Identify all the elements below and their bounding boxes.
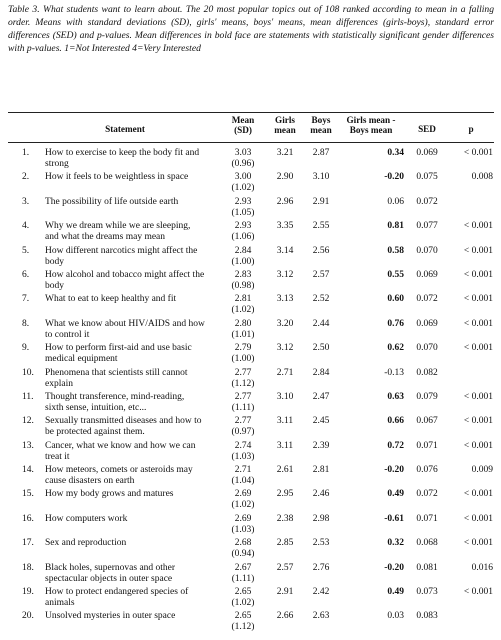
table-row [0, 197, 501, 221]
boys-mean-cell: 3.10 [312, 172, 330, 183]
table-header [0, 113, 501, 142]
girls-mean-cell: 3.35 [276, 221, 294, 232]
girls-mean-cell: 3.12 [276, 343, 294, 354]
mean-sd-cell: 2.77 (1.11) [231, 391, 255, 413]
statement-cell: Why we dream while we are sleeping, and what the dreams may mean [45, 221, 191, 243]
girls-mean-cell: 3.10 [276, 391, 294, 402]
row-number: 18. [22, 562, 34, 573]
sed-cell: 0.070 [416, 245, 438, 256]
statement-cell: How alcohol and tobacco might affect the body [45, 269, 205, 291]
row-number: 20. [22, 611, 34, 622]
header-statement: Statement [105, 124, 145, 134]
table-row [0, 246, 501, 270]
boys-mean-cell: 2.45 [312, 416, 330, 427]
row-number: 17. [22, 538, 34, 549]
boys-mean-cell: 2.91 [312, 196, 330, 207]
boys-mean-cell: 2.42 [312, 587, 330, 598]
row-number: 8. [22, 318, 30, 329]
mean-difference-cell: 0.72 [387, 440, 404, 451]
sed-cell: 0.083 [416, 611, 438, 622]
table-row [0, 514, 501, 538]
p-value-cell: < 0.001 [463, 343, 493, 354]
row-number: 4. [22, 221, 30, 232]
table-row [0, 563, 501, 587]
statement-cell: How to protect endangered species of animals [45, 587, 189, 609]
girls-mean-cell: 3.11 [276, 440, 294, 451]
table-body [0, 148, 501, 636]
sed-cell: 0.071 [416, 440, 438, 451]
girls-mean-cell: 3.12 [276, 269, 294, 280]
p-value-cell: < 0.001 [463, 391, 493, 402]
boys-mean-cell: 2.56 [312, 245, 330, 256]
p-value-cell: 0.008 [471, 172, 493, 183]
mean-sd-cell: 2.84 (1.00) [231, 245, 255, 267]
girls-mean-cell: 3.13 [276, 294, 294, 305]
mean-difference-cell: 0.66 [387, 416, 404, 427]
table-caption: Table 3. What students want to learn about. The 20 most popular topics out of 108 ranked according to mean in a falling order. Means with standard deviations (SD), girls' means, boys' means, mean differences (girls-boys), standard error differences (SED) and p-values. Mean differences in bold face are statements with statistically significant gender differences with p-values. 1=Not Interested 4=Very Interested [8, 4, 494, 54]
mean-difference-cell: 0.62 [387, 343, 404, 354]
mean-difference-cell: -0.20 [384, 172, 404, 183]
girls-mean-cell: 2.71 [276, 367, 294, 378]
table-row [0, 270, 501, 294]
mean-sd-cell: 2.79 (1.00) [231, 343, 255, 365]
sed-cell: 0.082 [416, 367, 438, 378]
mean-sd-cell: 2.67 (1.11) [231, 562, 255, 584]
boys-mean-cell: 2.98 [312, 513, 330, 524]
statement-cell: How to perform first-aid and use basic medical equipment [45, 343, 192, 365]
table-row [0, 221, 501, 245]
table-row [0, 587, 501, 611]
girls-mean-cell: 2.66 [276, 611, 294, 622]
boys-mean-cell: 2.50 [312, 343, 330, 354]
sed-cell: 0.073 [416, 587, 438, 598]
statement-cell: The possibility of life outside earth [45, 196, 179, 207]
statement-cell: Phenomena that scientists still cannot explain [45, 367, 188, 389]
row-number: 6. [22, 269, 30, 280]
girls-mean-cell: 2.61 [276, 465, 294, 476]
statement-cell: How my body grows and matures [45, 489, 174, 500]
statement-cell: How computers work [45, 513, 128, 524]
mean-difference-cell: -0.20 [384, 562, 404, 573]
mean-sd-cell: 2.71 (1.04) [231, 465, 255, 487]
row-number: 7. [22, 294, 30, 305]
mean-sd-cell: 2.69 (1.02) [231, 489, 255, 511]
boys-mean-cell: 2.63 [312, 611, 330, 622]
mean-difference-cell: 0.49 [387, 587, 404, 598]
table-row [0, 148, 501, 172]
row-number: 1. [22, 148, 30, 158]
mean-sd-cell: 2.83 (0.98) [231, 269, 255, 291]
p-value-cell: < 0.001 [463, 148, 493, 158]
mean-sd-cell: 2.69 (1.03) [231, 513, 255, 535]
p-value-cell: < 0.001 [463, 513, 493, 524]
statement-cell: Thought transference, mind-reading, sixth sense, intuition, etc... [45, 391, 185, 413]
p-value-cell: < 0.001 [463, 440, 493, 451]
header-girls: Girls mean [274, 115, 296, 135]
sed-cell: 0.081 [416, 562, 438, 573]
girls-mean-cell: 3.20 [276, 318, 294, 329]
sed-cell: 0.069 [416, 148, 438, 158]
sed-cell: 0.067 [416, 416, 438, 427]
row-number: 14. [22, 465, 34, 476]
mean-sd-cell: 2.65 (1.02) [231, 587, 255, 609]
row-number: 2. [22, 172, 30, 183]
mean-difference-cell: 0.06 [387, 196, 404, 207]
table-row [0, 392, 501, 416]
sed-cell: 0.068 [416, 538, 438, 549]
mean-sd-cell: 2.77 (1.12) [231, 367, 255, 389]
statement-cell: How it feels to be weightless in space [45, 172, 189, 183]
mean-sd-cell: 3.00 (1.02) [231, 172, 255, 194]
header-diff: Girls mean - Boys mean [346, 115, 396, 135]
row-number: 9. [22, 343, 30, 354]
sed-cell: 0.075 [416, 172, 438, 183]
girls-mean-cell: 3.14 [276, 245, 294, 256]
table-row [0, 416, 501, 440]
boys-mean-cell: 2.52 [312, 294, 330, 305]
p-value-cell: < 0.001 [463, 416, 493, 427]
sed-cell: 0.077 [416, 221, 438, 232]
row-number: 11. [22, 391, 34, 402]
p-value-cell: < 0.001 [463, 294, 493, 305]
boys-mean-cell: 2.53 [312, 538, 330, 549]
header-boys: Boys mean [310, 115, 332, 135]
sed-cell: 0.076 [416, 465, 438, 476]
mean-difference-cell: -0.20 [384, 465, 404, 476]
mean-difference-cell: 0.63 [387, 391, 404, 402]
boys-mean-cell: 2.46 [312, 489, 330, 500]
mean-difference-cell: 0.76 [387, 318, 404, 329]
sed-cell: 0.072 [416, 294, 438, 305]
statement-cell: How to exercise to keep the body fit and strong [45, 148, 200, 169]
p-value-cell: < 0.001 [463, 245, 493, 256]
mean-sd-cell: 2.74 (1.03) [231, 440, 255, 462]
table-row [0, 319, 501, 343]
row-number: 19. [22, 587, 34, 598]
boys-mean-cell: 2.87 [312, 148, 330, 158]
row-number: 3. [22, 196, 30, 207]
mean-sd-cell: 2.77 (0.97) [231, 416, 255, 438]
boys-mean-cell: 2.81 [312, 465, 330, 476]
girls-mean-cell: 2.38 [276, 513, 294, 524]
p-value-cell: < 0.001 [463, 587, 493, 598]
mean-difference-cell: 0.34 [387, 148, 404, 158]
girls-mean-cell: 2.90 [276, 172, 294, 183]
row-number: 16. [22, 513, 34, 524]
statement-cell: What we know about HIV/AIDS and how to control it [45, 318, 205, 340]
p-value-cell: 0.009 [471, 465, 493, 476]
mean-difference-cell: 0.32 [387, 538, 404, 549]
mean-sd-cell: 2.93 (1.05) [231, 196, 255, 218]
sed-cell: 0.079 [416, 391, 438, 402]
statement-cell: What to eat to keep healthy and fit [45, 294, 177, 305]
table-row [0, 368, 501, 392]
statement-cell: Unsolved mysteries in outer space [45, 611, 176, 622]
table-row [0, 611, 501, 635]
p-value-cell: < 0.001 [463, 221, 493, 232]
mean-difference-cell: 0.03 [387, 611, 404, 622]
girls-mean-cell: 2.95 [276, 489, 294, 500]
sed-cell: 0.069 [416, 318, 438, 329]
statement-cell: Cancer, what we know and how we can treat it [45, 440, 196, 462]
row-number: 13. [22, 440, 34, 451]
mean-sd-cell: 3.03 (0.96) [231, 148, 255, 169]
p-value-cell: < 0.001 [463, 538, 493, 549]
row-number: 12. [22, 416, 34, 427]
mean-difference-cell: 0.49 [387, 489, 404, 500]
p-value-cell: 0.016 [471, 562, 493, 573]
boys-mean-cell: 2.84 [312, 367, 330, 378]
sed-cell: 0.072 [416, 489, 438, 500]
row-number: 15. [22, 489, 34, 500]
boys-mean-cell: 2.57 [312, 269, 330, 280]
statement-cell: Sexually transmitted diseases and how to be protected against them. [45, 416, 202, 438]
table-row [0, 538, 501, 562]
table-header-rule [8, 142, 494, 143]
statement-cell: Black holes, supernovas and other spectacular objects in outer space [45, 562, 176, 584]
table-row [0, 343, 501, 367]
table-row [0, 172, 501, 196]
girls-mean-cell: 3.21 [276, 148, 294, 158]
p-value-cell: < 0.001 [463, 489, 493, 500]
header-p: p [468, 124, 474, 134]
boys-mean-cell: 2.39 [312, 440, 330, 451]
mean-difference-cell: 0.58 [387, 245, 404, 256]
mean-difference-cell: 0.60 [387, 294, 404, 305]
mean-difference-cell: -0.13 [384, 367, 404, 378]
mean-sd-cell: 2.68 (0.94) [231, 538, 255, 560]
sed-cell: 0.069 [416, 269, 438, 280]
girls-mean-cell: 3.11 [276, 416, 294, 427]
mean-difference-cell: -0.61 [384, 513, 404, 524]
boys-mean-cell: 2.47 [312, 391, 330, 402]
mean-sd-cell: 2.81 (1.02) [231, 294, 255, 316]
row-number: 10. [22, 367, 34, 378]
p-value-cell: < 0.001 [463, 269, 493, 280]
mean-sd-cell: 2.80 (1.01) [231, 318, 255, 340]
sed-cell: 0.071 [416, 513, 438, 524]
p-value-cell: < 0.001 [463, 318, 493, 329]
girls-mean-cell: 2.85 [276, 538, 294, 549]
girls-mean-cell: 2.91 [276, 587, 294, 598]
statement-cell: How meteors, comets or asteroids may cause disasters on earth [45, 465, 193, 487]
statement-cell: How different narcotics might affect the body [45, 245, 198, 267]
table-row [0, 441, 501, 465]
statement-cell: Sex and reproduction [45, 538, 127, 549]
sed-cell: 0.072 [416, 196, 438, 207]
header-sed: SED [418, 124, 436, 134]
boys-mean-cell: 2.44 [312, 318, 330, 329]
boys-mean-cell: 2.55 [312, 221, 330, 232]
boys-mean-cell: 2.76 [312, 562, 330, 573]
row-number: 5. [22, 245, 30, 256]
sed-cell: 0.070 [416, 343, 438, 354]
table-row [0, 294, 501, 318]
girls-mean-cell: 2.96 [276, 196, 294, 207]
mean-difference-cell: 0.55 [387, 269, 404, 280]
mean-sd-cell: 2.93 (1.06) [231, 221, 255, 243]
table-row [0, 489, 501, 513]
mean-difference-cell: 0.81 [387, 221, 404, 232]
mean-sd-cell: 2.65 (1.12) [231, 611, 255, 633]
header-mean: Mean (SD) [231, 115, 255, 135]
table-row [0, 465, 501, 489]
girls-mean-cell: 2.57 [276, 562, 294, 573]
